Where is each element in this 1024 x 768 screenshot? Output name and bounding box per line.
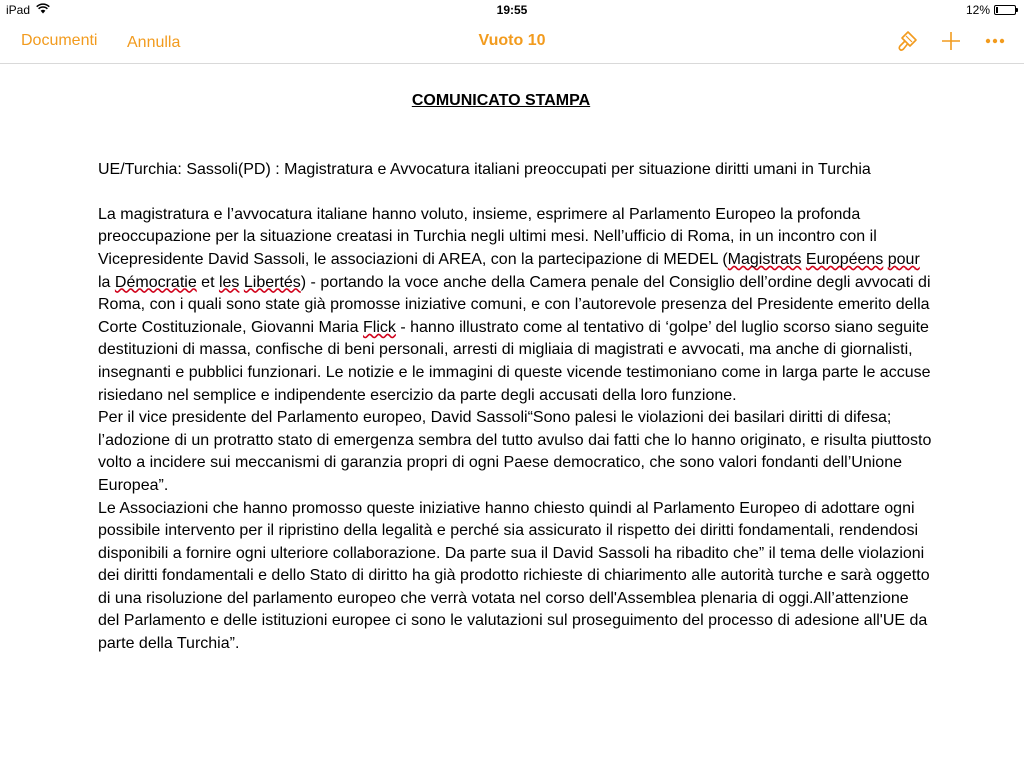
misspelled-word: Flick xyxy=(363,318,396,336)
paragraph-2: Per il vice presidente del Parlamento europeo, David Sassoli“Sono palesi le violazioni dei basilari diritti di difesa; l’adozione di un protratto stato di emergenza sembra del tutto avulso dai fatti che lo hanno originato, e risulta piuttosto volto a incidere sui meccanismi di garanzia propri di ogni Paese democratico, che sono valori fondanti dell’Unione Europea”. xyxy=(98,409,932,494)
press-release-title: COMUNICATO STAMPA xyxy=(411,92,591,109)
misspelled-word: Magistrats xyxy=(727,250,802,268)
document-body[interactable] xyxy=(98,90,934,656)
document-title: Vuoto 10 xyxy=(478,32,546,49)
battery-percent: 12% xyxy=(965,3,990,17)
clock: 19:55 xyxy=(496,3,528,17)
misspelled-word: Démocratie xyxy=(114,273,197,291)
documents-button[interactable]: Documenti xyxy=(21,32,98,49)
p1-sep: et xyxy=(196,273,219,291)
more-icon[interactable] xyxy=(984,30,1006,52)
p1-text-c: - hanno illustrato come al tentativo di ‘golpe’ del luglio scorso siano seguite destituzioni di massa, confische di beni personali, arresti di migliaia di magistrati e avvocati, ma anche di giornalisti, insegnanti e pubblici funzionari. Le notizie e le immagini di queste vicende testimoniano come in larga parte le accuse risiedano nel semplice e indipendente esercizio da parte degli accusati della loro funzione. xyxy=(98,318,931,404)
p1-text-a: La magistratura e l’avvocatura italiane hanno voluto, insieme, esprimere al Parlamento Europeo la profonda preoccupazione per la situazione creatasi in Turchia negli ultimi mesi. Nell’ufficio di Roma, in un incontro con il Vicepresidente David Sassoli, le associazioni di AREA, con la partecipazione di MEDEL ( xyxy=(98,205,877,268)
misspelled-word: Libertés xyxy=(243,273,301,291)
blank-line xyxy=(98,181,934,204)
paragraph-1 xyxy=(98,204,934,407)
battery-level xyxy=(996,7,998,13)
p1-text-b: ) - portando la voce anche della Camera penale del Consiglio dell’ordine degli avvocati di Roma, con i quali sono state già promosse iniziative comuni, e con l’autorevole presenza del Presidente emerito della Corte Costituzionale, Giovanni Maria xyxy=(98,273,931,336)
battery-icon xyxy=(994,5,1016,15)
misspelled-word: Européens xyxy=(805,250,884,268)
device-name: iPad xyxy=(6,3,31,17)
misspelled-word: pour xyxy=(887,250,920,268)
add-icon[interactable] xyxy=(940,30,962,52)
toolbar-icons xyxy=(896,30,1006,52)
paragraph-3: Le Associazioni che hanno promosso queste iniziative hanno chiesto quindi al Parlamento Europeo di adottare ogni possibile intervento per il ripristino della legalità e perché sia assicurato il rispetto dei diritti fondamentali, rendendosi disponibili a fornire ogni ulteriore collaborazione. Da parte sua il David Sassoli ha ribadito che” il tema delle violazioni dei diritti fondamentali e dello Stato di diritto ha già prodotto richieste di chiarimento alle autorità turche e sarà oggetto di una risoluzione del parlamento europeo che verrà votata nel corso dell'Assemblea plenaria di oggi.All’attenzione del Parlamento e delle istituzioni europee ci sono le valutazioni sul proseguimento del processo di adesione all'UE da parte della Turchia”. xyxy=(98,499,930,653)
format-brush-icon[interactable] xyxy=(896,30,918,52)
toolbar xyxy=(0,20,1024,64)
cancel-button[interactable]: Annulla xyxy=(127,34,181,51)
misspelled-word: les xyxy=(218,273,240,291)
status-right xyxy=(966,3,1016,17)
subject-paragraph: UE/Turchia: Sassoli(PD) : Magistratura e Avvocatura italiani preoccupati per situazione diritti umani in Turchia xyxy=(98,160,871,178)
p1-sep: la xyxy=(98,273,115,291)
status-bar xyxy=(0,0,1024,20)
